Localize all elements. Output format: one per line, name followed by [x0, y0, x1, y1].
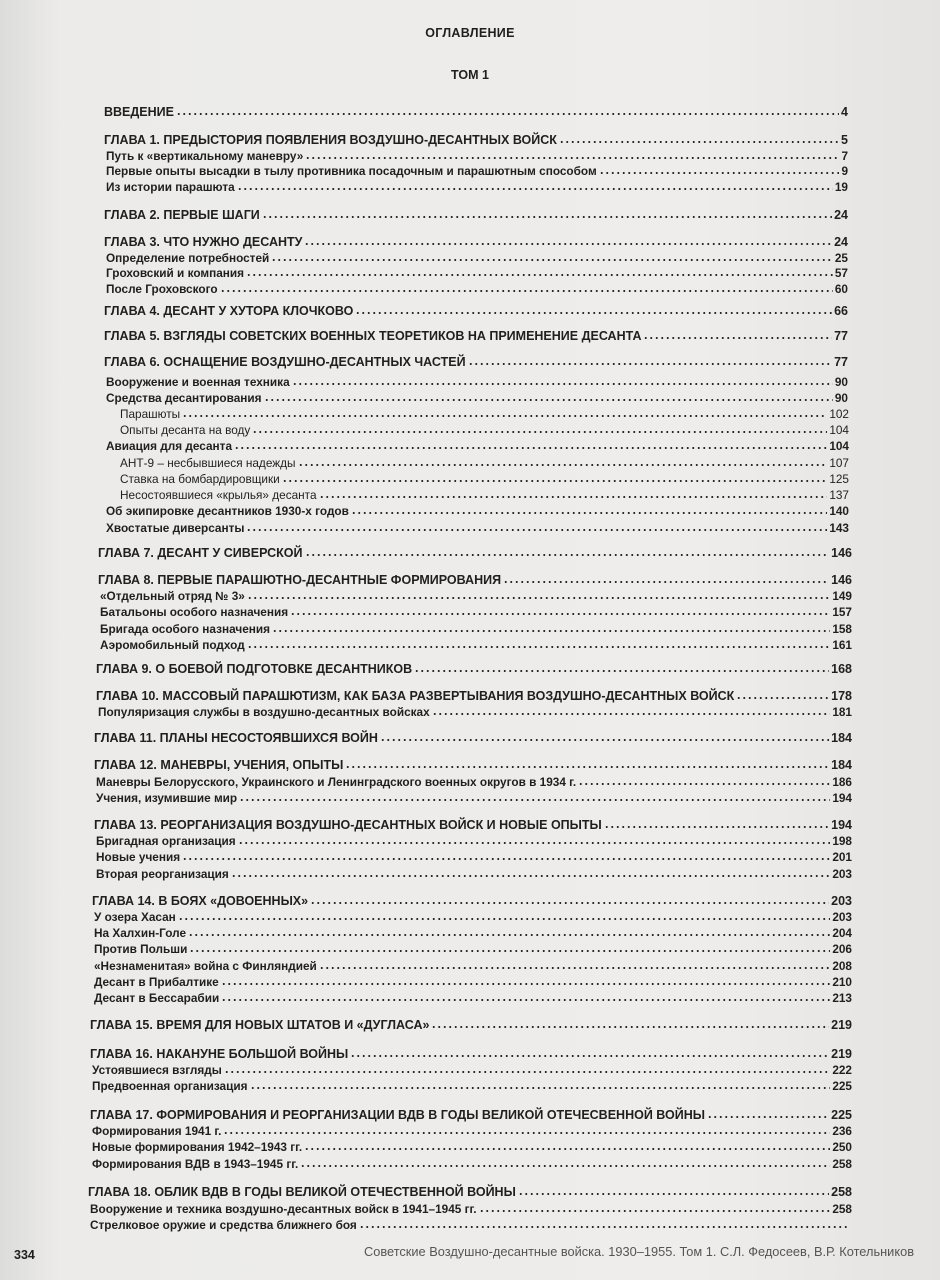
toc-section-entry [120, 406, 849, 421]
toc-entry-page: 60 [834, 282, 848, 296]
toc-entry-title: Бригадная организация [96, 834, 236, 848]
toc-section-entry [106, 179, 848, 194]
toc-entry-title: ГЛАВА 11. ПЛАНЫ НЕСОСТОЯВШИХСЯ ВОЙН [94, 731, 378, 745]
toc-entry-page: 258 [832, 1202, 852, 1216]
toc-entry-page: 9 [841, 164, 848, 178]
toc-entry-page: 4 [841, 105, 848, 119]
toc-section-entry [106, 148, 848, 163]
toc-entry-title: ГЛАВА 13. РЕОРГАНИЗАЦИЯ ВОЗДУШНО-ДЕСАНТНЫХ ВОЙСК И НОВЫЕ ОПЫТЫ [94, 818, 602, 832]
toc-chapter-entry [98, 572, 852, 587]
toc-entry-page: 102 [829, 407, 849, 421]
dot-leader [247, 596, 830, 600]
toc-entry-title: ГЛАВА 14. В БОЯХ «ДОВОЕННЫХ» [92, 894, 309, 908]
dot-leader [223, 1131, 830, 1135]
toc-entry-page: 107 [829, 456, 849, 470]
toc-entry-title: ГЛАВА 1. ПРЕДЫСТОРИЯ ПОЯВЛЕНИЯ ВОЗДУШНО-ДЕСАНТНЫХ ВОЙСК [104, 133, 557, 147]
toc-entry-page: 146 [831, 546, 852, 560]
toc-section-entry [90, 1201, 852, 1216]
toc-section-entry [92, 1062, 852, 1077]
dot-leader [178, 917, 831, 921]
toc-entry-page: 258 [832, 1157, 852, 1171]
dot-leader [599, 171, 840, 175]
toc-section-entry [106, 163, 848, 178]
toc-section-entry [100, 637, 852, 652]
toc-section-entry [106, 520, 849, 535]
toc-entry-title: АНТ-9 – несбывшиеся надежды [120, 456, 296, 470]
dot-leader [351, 511, 827, 515]
toc-entry-page: 104 [829, 423, 849, 437]
toc-section-entry [92, 1156, 852, 1171]
toc-entry-title: Популяризация службы в воздушно-десантных войсках [98, 705, 430, 719]
toc-entry-title: Бригада особого назначения [100, 622, 271, 636]
toc-entry-page: 194 [831, 818, 852, 832]
dot-leader [188, 933, 830, 937]
toc-entry-title: «Отдельный отряд № 3» [100, 589, 245, 603]
volume-heading: ТОМ 1 [451, 68, 489, 82]
toc-chapter-entry [88, 1184, 852, 1199]
toc-entry-page: 201 [832, 850, 852, 864]
toc-entry-title: ГЛАВА 2. ПЕРВЫЕ ШАГИ [104, 208, 260, 222]
toc-entry-title: Предвоенная организация [92, 1079, 248, 1093]
toc-entry-page: 219 [831, 1018, 852, 1032]
toc-entry-title: Формирования 1941 г. [92, 1124, 222, 1138]
toc-entry-page: 7 [841, 149, 848, 163]
toc-chapter-entry [96, 688, 852, 703]
toc-entry-page: 184 [831, 731, 852, 745]
dot-leader [432, 712, 831, 716]
dot-leader [468, 362, 833, 366]
dot-leader [310, 901, 829, 905]
toc-entry-title: ГЛАВА 18. ОБЛИК ВДВ В ГОДЫ ВЕЛИКОЙ ОТЕЧЕСТВЕННОЙ ВОЙНЫ [88, 1185, 516, 1199]
dot-leader [176, 112, 839, 116]
toc-entry-page: 198 [832, 834, 852, 848]
toc-section-entry [100, 588, 852, 603]
toc-entry-title: Десант в Бессарабии [94, 991, 220, 1005]
toc-entry-page: 77 [834, 355, 848, 369]
toc-entry-title: Аэромобильный подход [100, 638, 245, 652]
running-title: Советские Воздушно-десантные войска. 1930–1955. Том 1. С.Л. Федосеев, В.Р. Котельников [363, 1244, 914, 1259]
dot-leader [643, 336, 832, 340]
toc-entry-page: 125 [829, 472, 849, 486]
toc-section-entry [106, 438, 849, 453]
toc-chapter-entry [90, 1046, 852, 1061]
dot-leader [264, 398, 833, 402]
toc-section-entry [106, 390, 848, 405]
toc-entry-page: 143 [829, 521, 849, 535]
toc-entry-page: 168 [831, 662, 852, 676]
toc-entry-page: 140 [829, 504, 849, 518]
dot-leader [736, 696, 829, 700]
toc-section-entry [92, 1123, 852, 1138]
toc-entry-title: ГЛАВА 3. ЧТО НУЖНО ДЕСАНТУ [104, 235, 303, 249]
dot-leader [272, 629, 830, 633]
toc-entry-page: 66 [834, 304, 848, 318]
toc-section-entry [106, 265, 848, 280]
toc-entry-title: ГЛАВА 17. ФОРМИРОВАНИЯ И РЕОРГАНИЗАЦИИ ВДВ В ГОДЫ ВЕЛИКОЙ ОТЕЧЕСВЕННОЙ ВОЙНЫ [90, 1108, 705, 1122]
toc-entry-page: 24 [834, 208, 848, 222]
toc-entry-title: Вооружение и военная техника [106, 375, 290, 389]
dot-leader [305, 156, 839, 160]
toc-entry-page: 181 [832, 705, 852, 719]
toc-entry-page: 57 [834, 266, 848, 280]
dot-leader [224, 1070, 830, 1074]
dot-leader [250, 1086, 831, 1090]
toc-entry-title: ГЛАВА 4. ДЕСАНТ У ХУТОРА КЛОЧКОВО [104, 304, 354, 318]
toc-entry-title: Первые опыты высадки в тылу противника посадочным и парашютным способом [106, 164, 597, 178]
toc-entry-title: Хвостатые диверсанты [106, 521, 245, 535]
dot-leader [189, 949, 830, 953]
toc-chapter-entry [104, 234, 848, 249]
dot-leader [355, 311, 832, 315]
dot-leader [234, 446, 827, 450]
toc-entry-title: ГЛАВА 15. ВРЕМЯ ДЛЯ НОВЫХ ШТАТОВ И «ДУГЛАСА» [90, 1018, 430, 1032]
toc-section-entry [100, 604, 852, 619]
toc-entry-page: 194 [832, 791, 852, 805]
toc-chapter-entry [104, 132, 848, 147]
dot-leader [282, 479, 828, 483]
toc-entry-page: 204 [832, 926, 852, 940]
toc-entry-title: ГЛАВА 7. ДЕСАНТ У СИВЕРСКОЙ [98, 546, 303, 560]
toc-section-entry [96, 849, 852, 864]
toc-entry-page: 210 [832, 975, 852, 989]
dot-leader [220, 289, 833, 293]
toc-entry-page: 186 [832, 775, 852, 789]
dot-leader [345, 765, 829, 769]
toc-entry-title: Средства десантирования [106, 391, 262, 405]
dot-leader [290, 612, 830, 616]
dot-leader [221, 982, 831, 986]
toc-entry-title: Из истории парашюта [106, 180, 235, 194]
dot-leader [305, 553, 830, 557]
dot-leader [414, 669, 829, 673]
toc-section-entry [94, 990, 852, 1005]
toc-entry-page: 203 [831, 894, 852, 908]
toc-entry-title: ГЛАВА 8. ПЕРВЫЕ ПАРАШЮТНО-ДЕСАНТНЫЕ ФОРМИРОВАНИЯ [98, 573, 502, 587]
dot-leader [431, 1025, 829, 1029]
dot-leader [239, 798, 830, 802]
toc-entry-page: 184 [831, 758, 852, 772]
dot-leader [304, 242, 832, 246]
toc-section-entry [106, 503, 849, 518]
toc-section-entry [100, 621, 852, 636]
toc-entry-page: 236 [832, 1124, 852, 1138]
toc-entry-page: 219 [831, 1047, 852, 1061]
toc-entry-title: Стрелковое оружие и средства ближнего боя [90, 1218, 357, 1232]
toc-entry-title: Вооружение и техника воздушно-десантных войск в 1941–1945 гг. [90, 1202, 477, 1216]
toc-section-entry [120, 455, 849, 470]
toc-entry-page: 77 [834, 329, 848, 343]
toc-section-entry [120, 471, 849, 486]
dot-leader [604, 825, 829, 829]
toc-section-entry [96, 790, 852, 805]
dot-leader [182, 857, 830, 861]
dot-leader [231, 874, 831, 878]
dot-leader [300, 1164, 830, 1168]
toc-section-entry [106, 374, 848, 389]
toc-entry-page: 178 [831, 689, 852, 703]
toc-entry-title: ВВЕДЕНИЕ [104, 105, 174, 119]
toc-entry-title: Новые учения [96, 850, 181, 864]
toc-chapter-entry [94, 730, 852, 745]
page-number: 334 [14, 1248, 35, 1262]
toc-entry-title: Ставка на бомбардировщики [120, 472, 280, 486]
toc-entry-page: 206 [832, 942, 852, 956]
toc-entry-page: 25 [834, 251, 848, 265]
toc-chapter-entry [94, 757, 852, 772]
toc-section-entry [98, 704, 852, 719]
toc-section-entry [120, 422, 849, 437]
toc-entry-title: После Гроховского [106, 282, 218, 296]
toc-chapter-entry [104, 328, 848, 343]
toc-section-entry [96, 833, 852, 848]
toc-chapter-entry [90, 1107, 852, 1122]
toc-entry-page: 90 [834, 391, 848, 405]
toc-entry-page: 104 [829, 439, 849, 453]
toc-entry-title: Учения, изумившие мир [96, 791, 238, 805]
toc-section-entry [92, 1078, 852, 1093]
toc-entry-page: 149 [832, 589, 852, 603]
toc-entry-title: ГЛАВА 12. МАНЕВРЫ, УЧЕНИЯ, ОПЫТЫ [94, 758, 344, 772]
toc-entry-title: ГЛАВА 5. ВЗГЛЯДЫ СОВЕТСКИХ ВОЕННЫХ ТЕОРЕТИКОВ НА ПРИМЕНЕНИЕ ДЕСАНТА [104, 329, 642, 343]
toc-chapter-entry [98, 545, 852, 560]
toc-section-entry [120, 487, 849, 502]
toc-section-entry [106, 250, 848, 265]
dot-leader [246, 528, 827, 532]
dot-leader [292, 382, 833, 386]
toc-entry-title: Десант в Прибалтике [94, 975, 219, 989]
toc-entry-title: Несостоявшиеся «крылья» десанта [120, 488, 317, 502]
toc-entry-page: 146 [831, 573, 852, 587]
toc-section-entry [90, 1217, 852, 1232]
dot-leader [221, 998, 830, 1002]
toc-entry-page: 208 [832, 959, 852, 973]
toc-entry-page: 19 [834, 180, 848, 194]
toc-chapter-entry [104, 303, 848, 318]
dot-leader [246, 273, 833, 277]
toc-section-entry [94, 941, 852, 956]
toc-entry-title: ГЛАВА 9. О БОЕВОЙ ПОДГОТОВКЕ ДЕСАНТНИКОВ [96, 662, 413, 676]
toc-chapter-entry [90, 1017, 852, 1032]
toc-chapter-entry [104, 354, 848, 369]
toc-entry-page: 225 [831, 1108, 852, 1122]
toc-chapter-entry [96, 661, 852, 676]
toc-entry-page: 24 [834, 235, 848, 249]
toc-entry-page: 203 [832, 867, 852, 881]
dot-leader [380, 738, 829, 742]
toc-entry-title: На Халхин-Голе [94, 926, 187, 940]
toc-chapter-entry [92, 893, 852, 908]
dot-leader [479, 1209, 831, 1213]
toc-entry-title: Новые формирования 1942–1943 гг. [92, 1140, 303, 1154]
dot-leader [319, 495, 828, 499]
dot-leader [518, 1192, 829, 1196]
dot-leader [304, 1147, 830, 1151]
dot-leader [247, 645, 831, 649]
toc-entry-title: «Незнаменитая» война с Финляндией [94, 959, 317, 973]
toc-chapter-entry [94, 817, 852, 832]
toc-entry-title: Устоявшиеся взгляды [92, 1063, 222, 1077]
toc-entry-title: Вторая реорганизация [96, 867, 229, 881]
toc-section-entry [96, 774, 852, 789]
dot-leader [559, 140, 839, 144]
dot-leader [578, 782, 830, 786]
toc-entry-title: Об экипировке десантников 1930-х годов [106, 504, 349, 518]
toc-entry-page: 213 [832, 991, 852, 1005]
toc-chapter-entry [104, 207, 848, 222]
toc-entry-page: 161 [832, 638, 852, 652]
toc-entry-page: 250 [832, 1140, 852, 1154]
dot-leader [319, 966, 831, 970]
dot-leader [262, 215, 832, 219]
toc-entry-title: Путь к «вертикальному маневру» [106, 149, 304, 163]
toc-entry-title: ГЛАВА 16. НАКАНУНЕ БОЛЬШОЙ ВОЙНЫ [90, 1047, 349, 1061]
toc-entry-title: ГЛАВА 10. МАССОВЫЙ ПАРАШЮТИЗМ, КАК БАЗА РАЗВЕРТЫВАНИЯ ВОЗДУШНО-ДЕСАНТНЫХ ВОЙСК [96, 689, 735, 703]
toc-entry-page: 258 [831, 1185, 852, 1199]
dot-leader [271, 258, 833, 262]
toc-entry-page: 203 [832, 910, 852, 924]
toc-entry-title: У озера Хасан [94, 910, 176, 924]
dot-leader [298, 463, 828, 467]
toc-section-entry [94, 974, 852, 989]
toc-entry-title: Парашюты [120, 407, 181, 421]
dot-leader [252, 430, 827, 434]
toc-entry-title: Маневры Белорусского, Украинского и Ленинградского военных округов в 1934 г. [96, 775, 577, 789]
toc-entry-page: 222 [832, 1063, 852, 1077]
toc-entry-page: 5 [841, 133, 848, 147]
dot-leader [359, 1225, 850, 1229]
toc-entry-page: 137 [829, 488, 849, 502]
toc-section-entry [96, 866, 852, 881]
toc-section-entry [92, 1139, 852, 1154]
dot-leader [707, 1115, 829, 1119]
toc-entry-title: Определение потребностей [106, 251, 270, 265]
toc-entry-title: Батальоны особого назначения [100, 605, 289, 619]
toc-section-entry [94, 925, 852, 940]
dot-leader [350, 1054, 829, 1058]
toc-section-entry [106, 281, 848, 296]
toc-entry-title: Опыты десанта на воду [120, 423, 251, 437]
dot-leader [237, 187, 833, 191]
toc-entry-title: Формирования ВДВ в 1943–1945 гг. [92, 1157, 299, 1171]
toc-entry-title: Против Польши [94, 942, 188, 956]
toc-entry-title: Авиация для десанта [106, 439, 233, 453]
toc-entry-page: 90 [834, 375, 848, 389]
toc-section-entry [94, 958, 852, 973]
toc-entry-page: 225 [832, 1079, 852, 1093]
dot-leader [503, 580, 829, 584]
dot-leader [182, 414, 827, 418]
toc-chapter-entry [104, 104, 848, 119]
toc-entry-title: Гроховский и компания [106, 266, 245, 280]
dot-leader [238, 841, 831, 845]
toc-entry-page: 158 [832, 622, 852, 636]
toc-section-entry [94, 909, 852, 924]
toc-entry-title: ГЛАВА 6. ОСНАЩЕНИЕ ВОЗДУШНО-ДЕСАНТНЫХ ЧАСТЕЙ [104, 355, 466, 369]
toc-entry-page: 157 [832, 605, 852, 619]
toc-title: ОГЛАВЛЕНИЕ [425, 26, 515, 40]
